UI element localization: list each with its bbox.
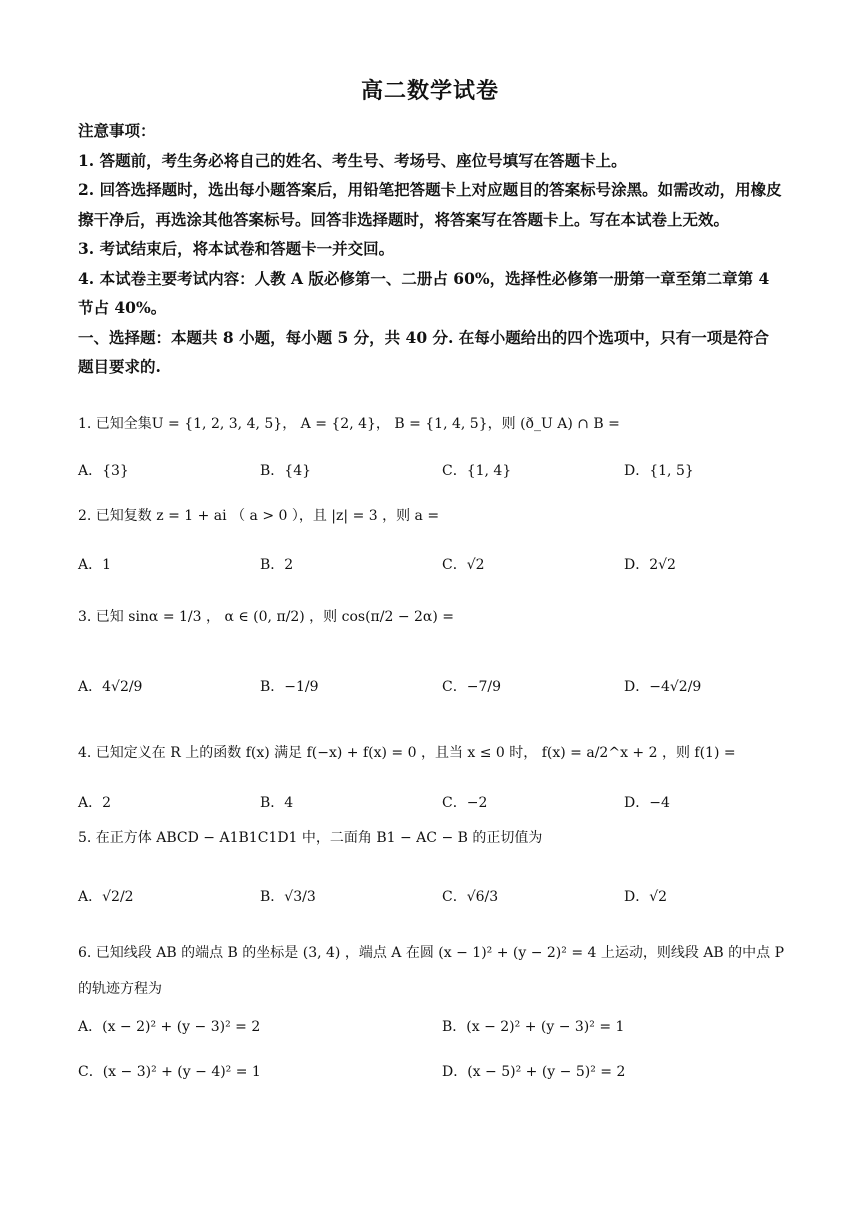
q5-option-c: C．√6/3 xyxy=(442,889,499,905)
notes-section xyxy=(78,116,784,382)
question-3-options xyxy=(78,666,798,706)
q6-option-a: A．(x − 2)² + (y − 3)² = 2 xyxy=(78,1019,261,1035)
q4-option-b: B．4 xyxy=(260,795,294,811)
q5-option-d: D．√2 xyxy=(624,889,668,905)
note-item-1: 1. 答题前，考生务必将自己的姓名、考生号、考场号、座位号填写在答题卡上。 xyxy=(78,150,627,170)
question-1-stem: 1. 已知全集U = {1, 2, 3, 4, 5}， A = {2, 4}， B = {1, 4, 5}，则 (ð_U A) ∩ B = xyxy=(78,416,620,432)
question-5-options xyxy=(78,876,798,916)
q1-option-a: A．{3} xyxy=(78,463,129,479)
q3-option-c: C．−7/9 xyxy=(442,679,501,695)
q4-option-d: D．−4 xyxy=(624,795,670,811)
q1-option-b: B．{4} xyxy=(260,463,312,479)
q2-option-a: A．1 xyxy=(78,557,112,573)
q3-option-a: A．4√2/9 xyxy=(78,679,143,695)
q4-option-a: A．2 xyxy=(78,795,112,811)
q5-option-a: A．√2/2 xyxy=(78,889,134,905)
question-6-stem-line-2: 的轨迹方程为 xyxy=(78,981,162,997)
q3-option-b: B．−1/9 xyxy=(260,679,319,695)
q2-option-d: D．2√2 xyxy=(624,557,676,573)
q5-option-b: B．√3/3 xyxy=(260,889,316,905)
q6-option-c: C．(x − 3)² + (y − 4)² = 1 xyxy=(78,1064,261,1080)
question-2-options xyxy=(78,544,798,584)
section-heading: 一、选择题：本题共 8 小题，每小题 5 分，共 40 分. 在每小题给出的四个选项中，只有一项是符合题目要求的. xyxy=(78,327,769,376)
q6-option-d: D．(x − 5)² + (y − 5)² = 2 xyxy=(442,1064,626,1080)
note-item-4: 4. 本试卷主要考试内容：人教 A 版必修第一、二册占 60%，选择性必修第一册第一章至第二章第 4 节占 40%。 xyxy=(78,268,770,317)
q4-option-c: C．−2 xyxy=(442,795,488,811)
question-6-options-row-1 xyxy=(78,1006,798,1046)
q2-option-c: C．√2 xyxy=(442,557,485,573)
question-4-options xyxy=(78,782,798,822)
q2-option-b: B．2 xyxy=(260,557,294,573)
note-item-3: 3. 考试结束后，将本试卷和答题卡一并交回。 xyxy=(78,239,395,258)
question-6-options-row-2 xyxy=(78,1051,798,1091)
note-item-2: 2. 回答选择题时，选出每小题答案后，用铅笔把答题卡上对应题目的答案标号涂黑。如需改动，用橡皮擦干净后，再选涂其他答案标号。回答非选择题时，将答案写在答题卡上。写在本试卷上无效。 xyxy=(78,180,782,229)
notes-heading: 注意事项： xyxy=(78,121,156,140)
q1-option-c: C．{1, 4} xyxy=(442,463,512,479)
q1-option-d: D．{1, 5} xyxy=(624,463,694,479)
q3-option-d: D．−4√2/9 xyxy=(624,679,702,695)
question-4-stem: 4. 已知定义在 R 上的函数 f(x) 满足 f(−x) + f(x) = 0 ，且当 x ≤ 0 时， f(x) = a/2^x + 2 ，则 f(1) = xyxy=(78,745,736,761)
page-title: 高二数学试卷 xyxy=(360,78,499,104)
question-1-options xyxy=(78,450,798,490)
question-2-stem: 2. 已知复数 z = 1 + ai （ a > 0 ），且 |z| = 3 ，则 a = xyxy=(78,508,440,524)
question-5-stem: 5. 在正方体 ABCD − A1B1C1D1 中，二面角 B1 − AC − B 的正切值为 xyxy=(78,830,543,846)
q6-option-b: B．(x − 2)² + (y − 3)² = 1 xyxy=(442,1019,625,1035)
question-3-stem: 3. 已知 sinα = 1/3 ， α ∈ (0, π/2) ，则 cos(π/2 − 2α) = xyxy=(78,609,455,625)
question-6-stem-line-1: 6. 已知线段 AB 的端点 B 的坐标是 (3, 4) ，端点 A 在圆 (x − 1)² + (y − 2)² = 4 上运动，则线段 AB 的中点 P xyxy=(78,945,785,961)
